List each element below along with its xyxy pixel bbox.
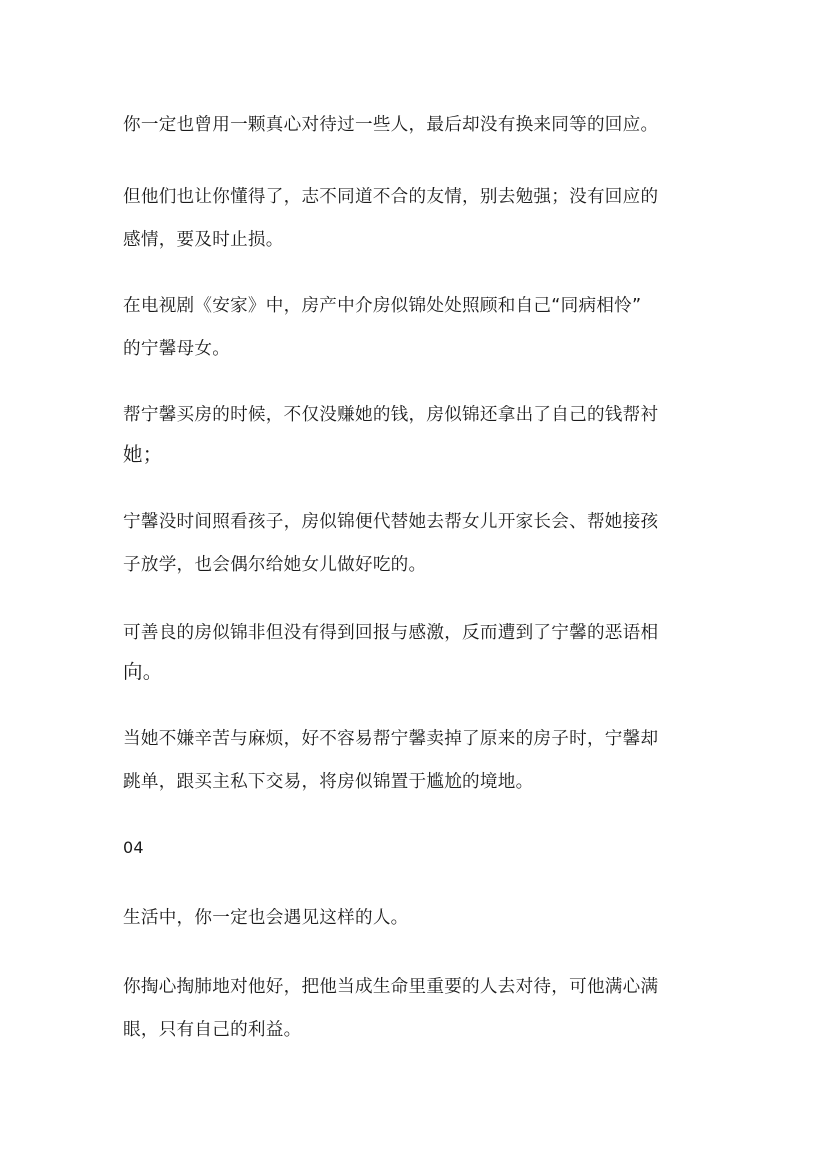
paragraph-10-line-2: 眼，只有自己的利益。: [123, 1020, 302, 1040]
paragraph-9-line-1: 生活中，你一定也会遇见这样的人。: [123, 908, 409, 928]
paragraph-3-line-2: 的宁馨母女。: [123, 339, 231, 359]
paragraph-2-line-2: 感情，要及时止损。: [123, 230, 284, 250]
section-number: 04: [123, 838, 144, 857]
paragraph-4-line-1: 帮宁馨买房的时候，不仅没赚她的钱，房似锦还拿出了自己的钱帮衬: [123, 405, 659, 425]
paragraph-5-line-1: 宁馨没时间照看孩子，房似锦便代替她去帮女儿开家长会、帮她接孩: [123, 512, 659, 532]
paragraph-7-line-1: 当她不嫌辛苦与麻烦，好不容易帮宁馨卖掉了原来的房子时，宁馨却: [123, 729, 659, 749]
paragraph-1-line-1: 你一定也曾用一颗真心对待过一些人，最后却没有换来同等的回应。: [123, 115, 659, 135]
paragraph-7-line-2: 跳单，跟买主私下交易，将房似锦置于尴尬的境地。: [123, 772, 534, 792]
paragraph-3-line-1: 在电视剧《安家》中，房产中介房似锦处处照顾和自己“同病相怜”: [123, 296, 642, 316]
paragraph-6-line-1: 可善良的房似锦非但没有得到回报与感激，反而遭到了宁馨的恶语相: [123, 623, 659, 643]
paragraph-4-line-2: 她；: [123, 443, 163, 466]
paragraph-10-line-1: 你掏心掏肺地对他好，把他当成生命里重要的人去对待，可他满心满: [123, 977, 659, 997]
paragraph-2-line-1: 但他们也让你懂得了，志不同道不合的友情，别去勉强；没有回应的: [123, 187, 659, 207]
paragraph-6-line-2: 向。: [123, 660, 163, 683]
paragraph-5-line-2: 子放学，也会偶尔给她女儿做好吃的。: [123, 555, 427, 575]
